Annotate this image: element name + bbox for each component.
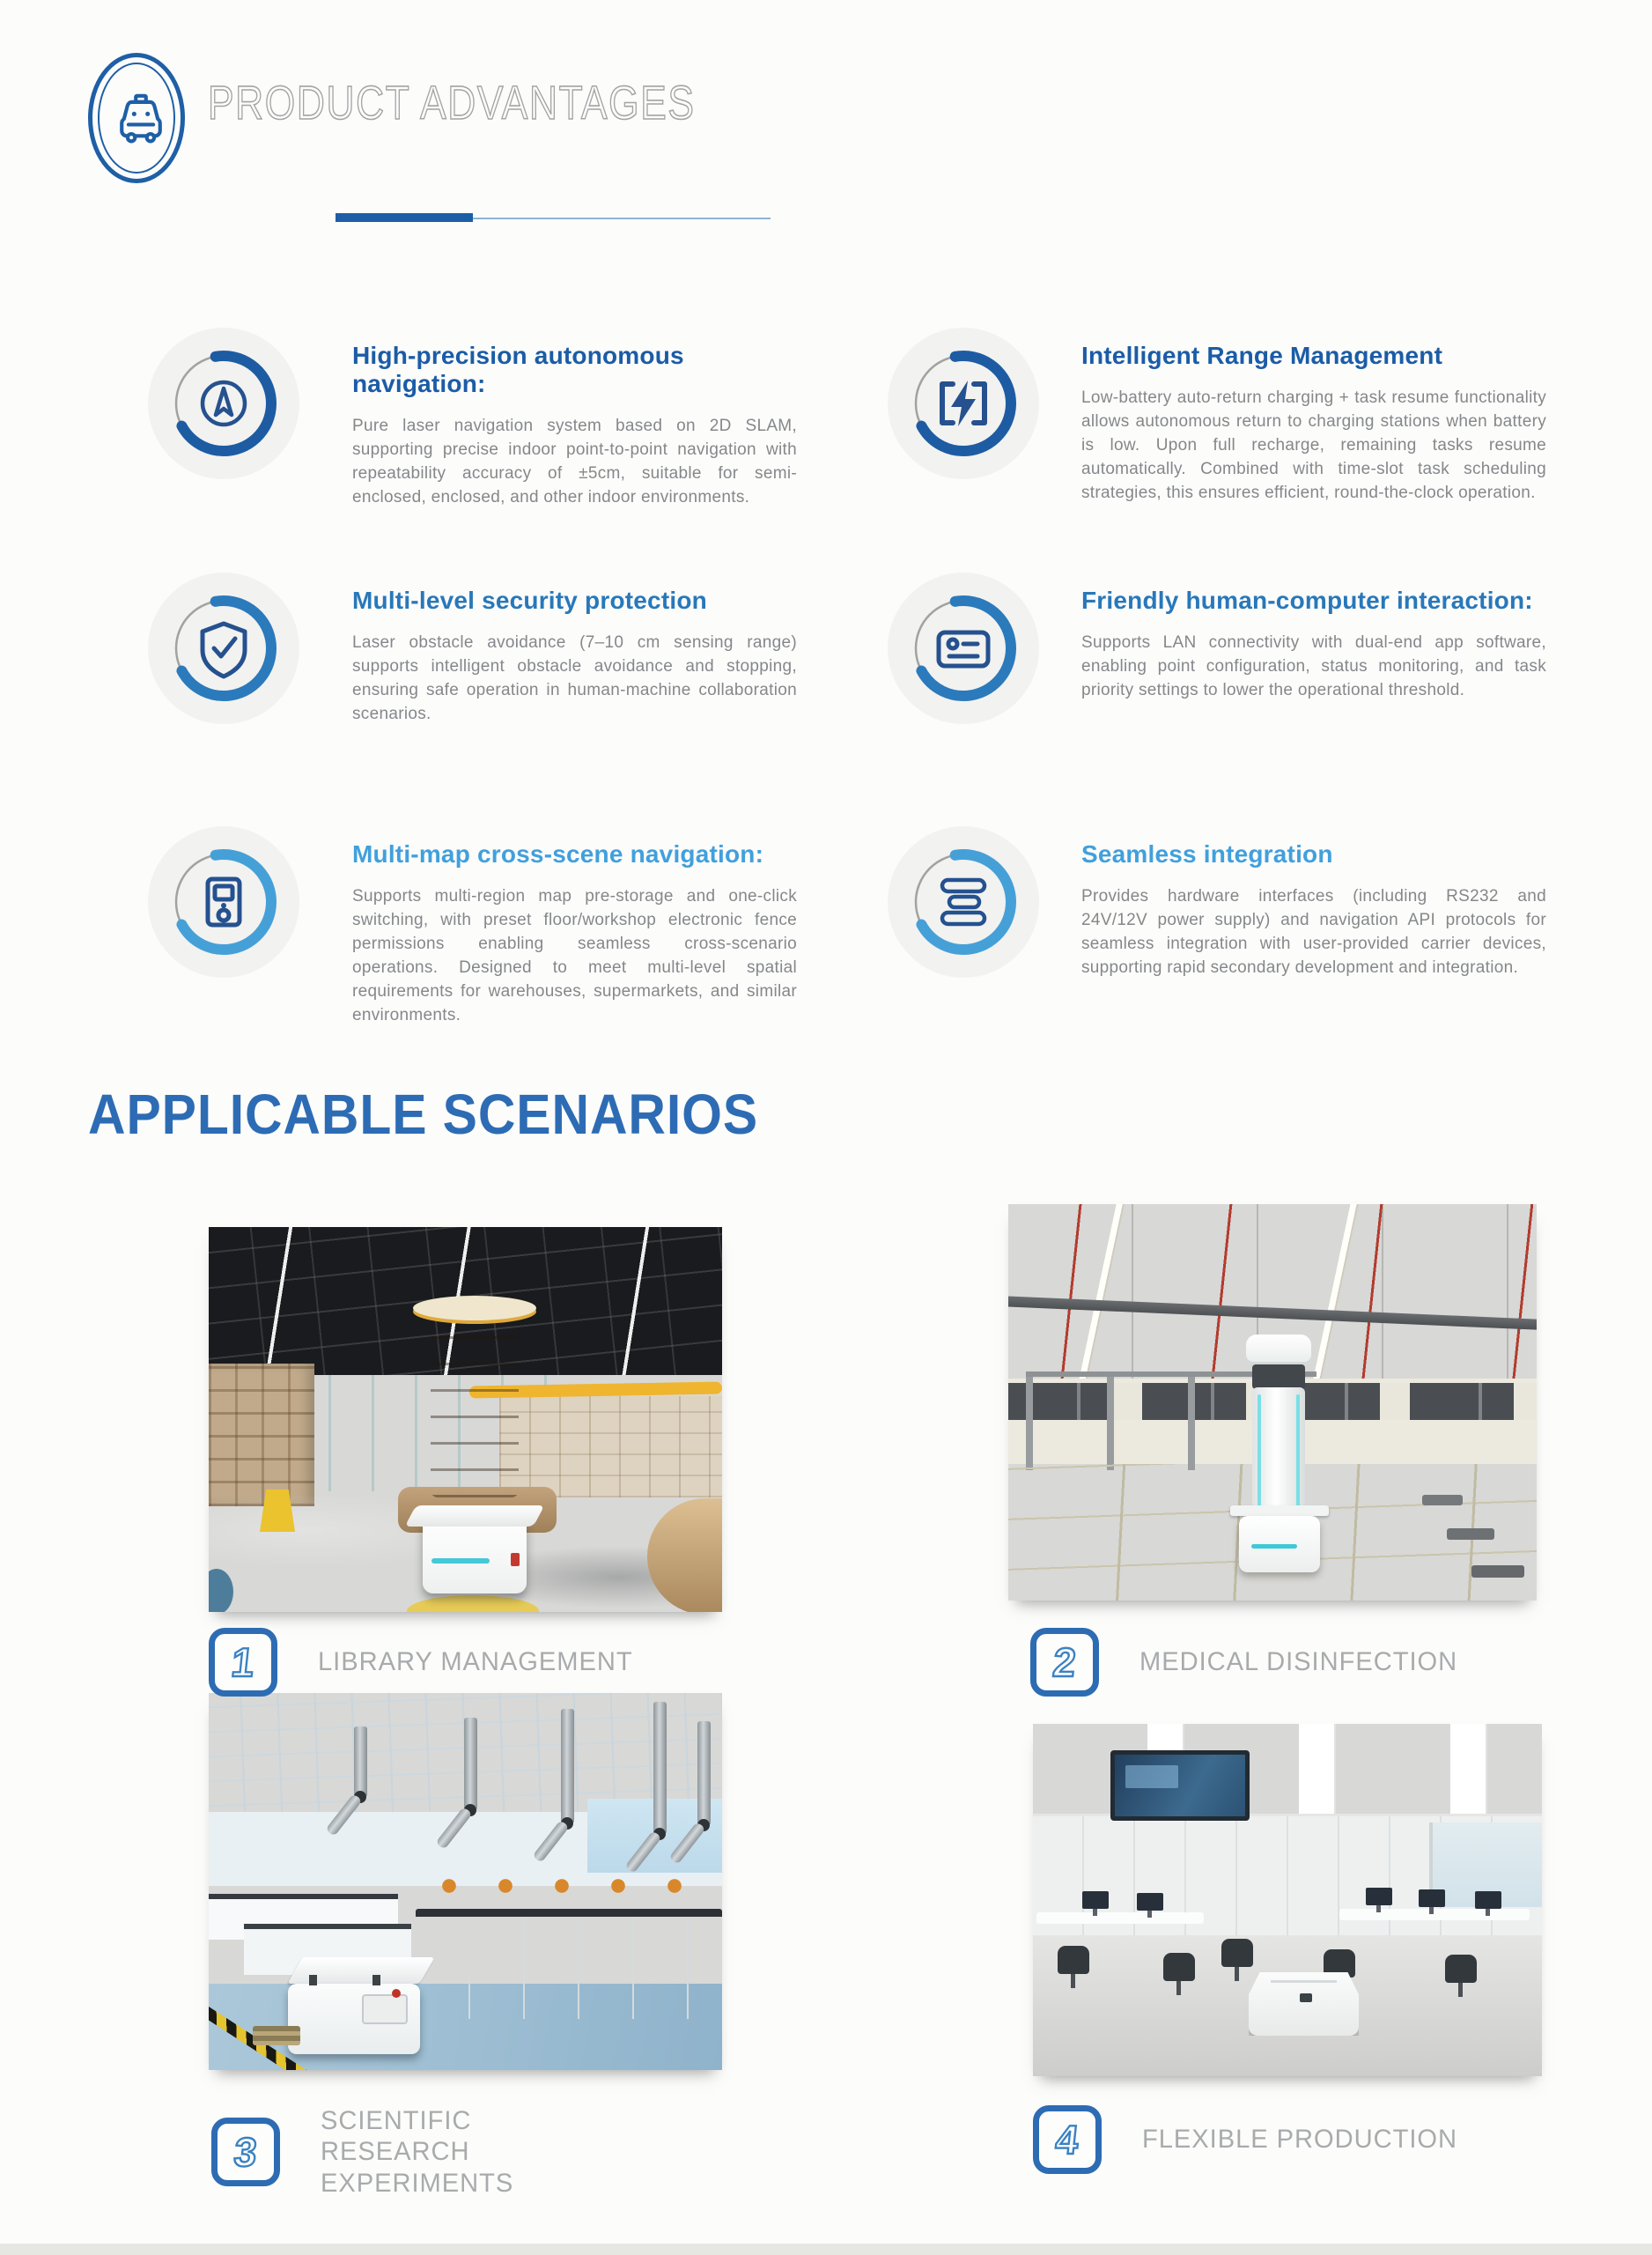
office-desk [1036,1912,1204,1924]
lab-bench-main [416,1909,722,2019]
scenario-label-1 [209,1628,643,1697]
library-tower-cap [413,1296,536,1320]
library-robot [423,1516,527,1593]
library-book-tower [431,1308,519,1497]
scenario-label-text: FLEXIBLE PRODUCTION [1142,2125,1458,2155]
monitor [1419,1889,1445,1907]
scenario-label-4 [1033,2105,1467,2174]
advantage-body: Supports multi-region map pre-storage and one-click switching, with preset floor/workshop electronic fence permissions enabling seamless cross-scenario operations. Designed to meet multi-level spatial requirements for warehouses, supermarkets, and similar environments. [352,887,797,1024]
advantage-title: Intelligent Range Management [1081,342,1443,369]
robot-shuttle-icon [113,92,169,149]
office-chair [1445,1955,1477,1983]
scenario-label-text: LIBRARY MANAGEMENT [318,1647,633,1677]
flask-shelf [438,1874,719,1897]
ceiling-robot-arm [464,1718,477,1810]
shield-check-icon [148,573,299,724]
ceiling-robot-arm [697,1721,711,1825]
hall-machine [1447,1528,1494,1540]
office-display-screen [1110,1750,1250,1821]
scenario-photo-library [209,1227,722,1612]
advantage-icon-disc [148,826,299,978]
office-desk [1339,1909,1530,1920]
scenario-number-box [1030,1628,1099,1697]
scenario-photo-production [1033,1724,1542,2076]
monitor [1082,1891,1109,1909]
advantage-icon-disc [888,826,1039,978]
agv-robot-stop-button [392,1989,401,1998]
title-underline-thick [336,213,473,222]
monitor [1366,1888,1392,1905]
scenario-number: 2 [1051,1639,1079,1685]
title-underline-thin [473,218,771,219]
page-title: PRODUCT ADVANTAGES [208,77,696,129]
advantage-icon-disc [888,573,1039,724]
advantage-body: Provides hardware interfaces (including RS232 and 24V/12V power supply) and navigation API protocols for seamless integration with user-provided carrier devices, supporting rapid secondary development and integration. [1081,887,1546,977]
disinfection-robot-column [1252,1387,1305,1516]
scenario-number-box [209,1628,277,1697]
advantage-icon-disc [888,328,1039,479]
office-ceiling [1033,1724,1542,1816]
hmi-card-icon [888,573,1039,724]
scenario-number: 3 [232,2129,260,2176]
scenario-photo-laboratory [209,1693,722,2070]
disinfection-robot-head [1246,1335,1311,1366]
advantage-title: Multi-level security protection [352,587,707,614]
scenario-label-2 [1030,1628,1467,1697]
office-chair [1163,1953,1195,1981]
scenarios-heading: APPLICABLE SCENARIOS [88,1083,759,1146]
monitor [1475,1891,1501,1909]
page-bottom-edge [0,2244,1652,2255]
scenario-number-box [211,2118,280,2186]
multi-map-panel-icon [148,826,299,978]
library-shelves-right [499,1396,722,1497]
advantage-title: Friendly human-computer interaction: [1081,587,1533,614]
advantage-title: High-precision autonomous navigation: [352,342,684,397]
disinfection-robot-tray [1230,1505,1329,1516]
agv-robot-grill [253,2026,300,2045]
hall-machine [1471,1565,1524,1578]
disinfection-robot-neck [1252,1364,1305,1389]
robot-light-strip [431,1558,490,1564]
office-chair [1058,1946,1089,1974]
scenario-label-text: MEDICAL DISINFECTION [1139,1647,1458,1677]
monitor [1137,1893,1163,1911]
compass-navigation-icon [148,328,299,479]
advantage-title: Seamless integration [1081,840,1333,868]
advantage-body: Laser obstacle avoidance (7–10 cm sensing range) supports intelligent obstacle avoidance and stopping, ensuring safe operation in human-machine collaboration scenarios. [352,633,797,723]
advantage-icon-disc [148,328,299,479]
scenario-label-text: SCIENTIFIC RESEARCH EXPERIMENTS [321,2106,514,2198]
disinfection-robot-base [1239,1516,1320,1572]
scenario-number: 4 [1053,2117,1081,2163]
battery-charging-icon [888,328,1039,479]
integration-stack-icon [888,826,1039,978]
hall-machine [1422,1495,1463,1505]
scenario-number-box [1033,2105,1102,2174]
office-chair [1221,1939,1253,1967]
scenario-number: 1 [229,1639,257,1685]
scenario-photo-medical [1008,1204,1537,1601]
advantage-title: Multi-map cross-scene navigation: [352,840,764,868]
ceiling-robot-arm [354,1726,367,1797]
advantage-body: Supports LAN connectivity with dual-end app software, enabling point configuration, status monitoring, and task priority settings to lower the operational threshold. [1081,633,1546,699]
advantage-icon-disc [148,573,299,724]
agv-robot [1249,1972,1359,2036]
ceiling-robot-arm [561,1709,574,1823]
library-bookshelf-left [209,1364,314,1506]
scenario-label-3 [211,2105,620,2199]
advantage-body: Low-battery auto-return charging + task resume functionality allows autonomous return to charging stations when battery is low. Upon full recharge, remaining tasks resume automatically. Combined with time-slot task scheduling strategies, this ensures efficient, round-the-clock operation. [1081,388,1546,502]
product-advantages-badge [88,53,185,183]
ceiling-robot-arm [653,1702,667,1834]
advantage-body: Pure laser navigation system based on 2D SLAM, supporting precise indoor point-to-point navigation with repeatability accuracy of ±5cm, suitable for semi-enclosed, enclosed, and other indoor environments. [352,417,797,506]
